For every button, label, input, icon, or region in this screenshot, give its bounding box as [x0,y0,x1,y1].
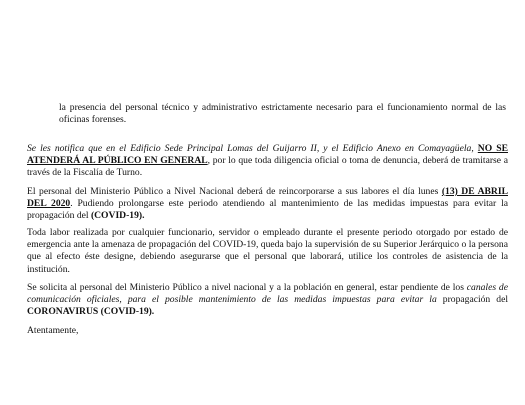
return-text-a: El personal del Ministerio Público a Nivel Nacional deberá de reincorporarse a sus labores el día lunes [27,186,442,197]
paragraph-supervision [27,227,508,276]
paragraph-notification [27,143,508,180]
channels-text-b: propagación del [436,294,508,306]
paragraph-official-channels [27,282,508,319]
paragraph-text: la presencia del personal técnico y administrativo estrictamente necesario para el funcionamiento normal de las oficinas forenses. [59,102,506,126]
return-text-b: . Pudiendo prolongarse este periodo atendiendo al mantenimiento de las medidas impuestas para evitar la propagación del [27,198,508,222]
paragraph-forensic-offices [59,102,506,126]
channels-text-a: Se solicita al personal del Ministerio Público a nivel nacional y a la población en general, estar pendiente de los [27,282,467,293]
no-public-attention-notice: NO SE ATENDERÁ AL PÚBLICO EN GENERAL [27,143,508,167]
coronavirus-label: CORONAVIRUS (COVID-19). [27,306,155,318]
channels-italic-text: canales de comunicación oficiales, para el posible mantenimiento de las medidas impuestas para evitar la [27,282,508,306]
notification-italic-text: Se les notifica que en el Edificio Sede Principal Lomas del Guijarro II, y el Edificio Anexo en Comayagüela, [27,143,474,154]
notification-rest-text: , por lo que toda diligencia oficial o toma de denuncia, deberá de tramitarse a través de la Fiscalía de Turno. [27,155,508,179]
supervision-text: Toda labor realizada por cualquier funcionario, servidor o empleado durante el presente periodo otorgado por estado de emergencia ante la amenaza de propagación del COVID-19, queda bajo la supervisión de su Superior Jerárquico o la persona que al efecto éste designe, debiendo asegurarse que el personal que laborará, utilice los controles de asistencia de la institución. [27,227,508,275]
covid-label: (COVID-19). [90,210,145,222]
closing-salutation: Atentamente, [27,325,79,336]
paragraph-return-to-work [27,186,508,223]
return-date: (13) DE ABRIL DEL 2020 [27,186,508,210]
